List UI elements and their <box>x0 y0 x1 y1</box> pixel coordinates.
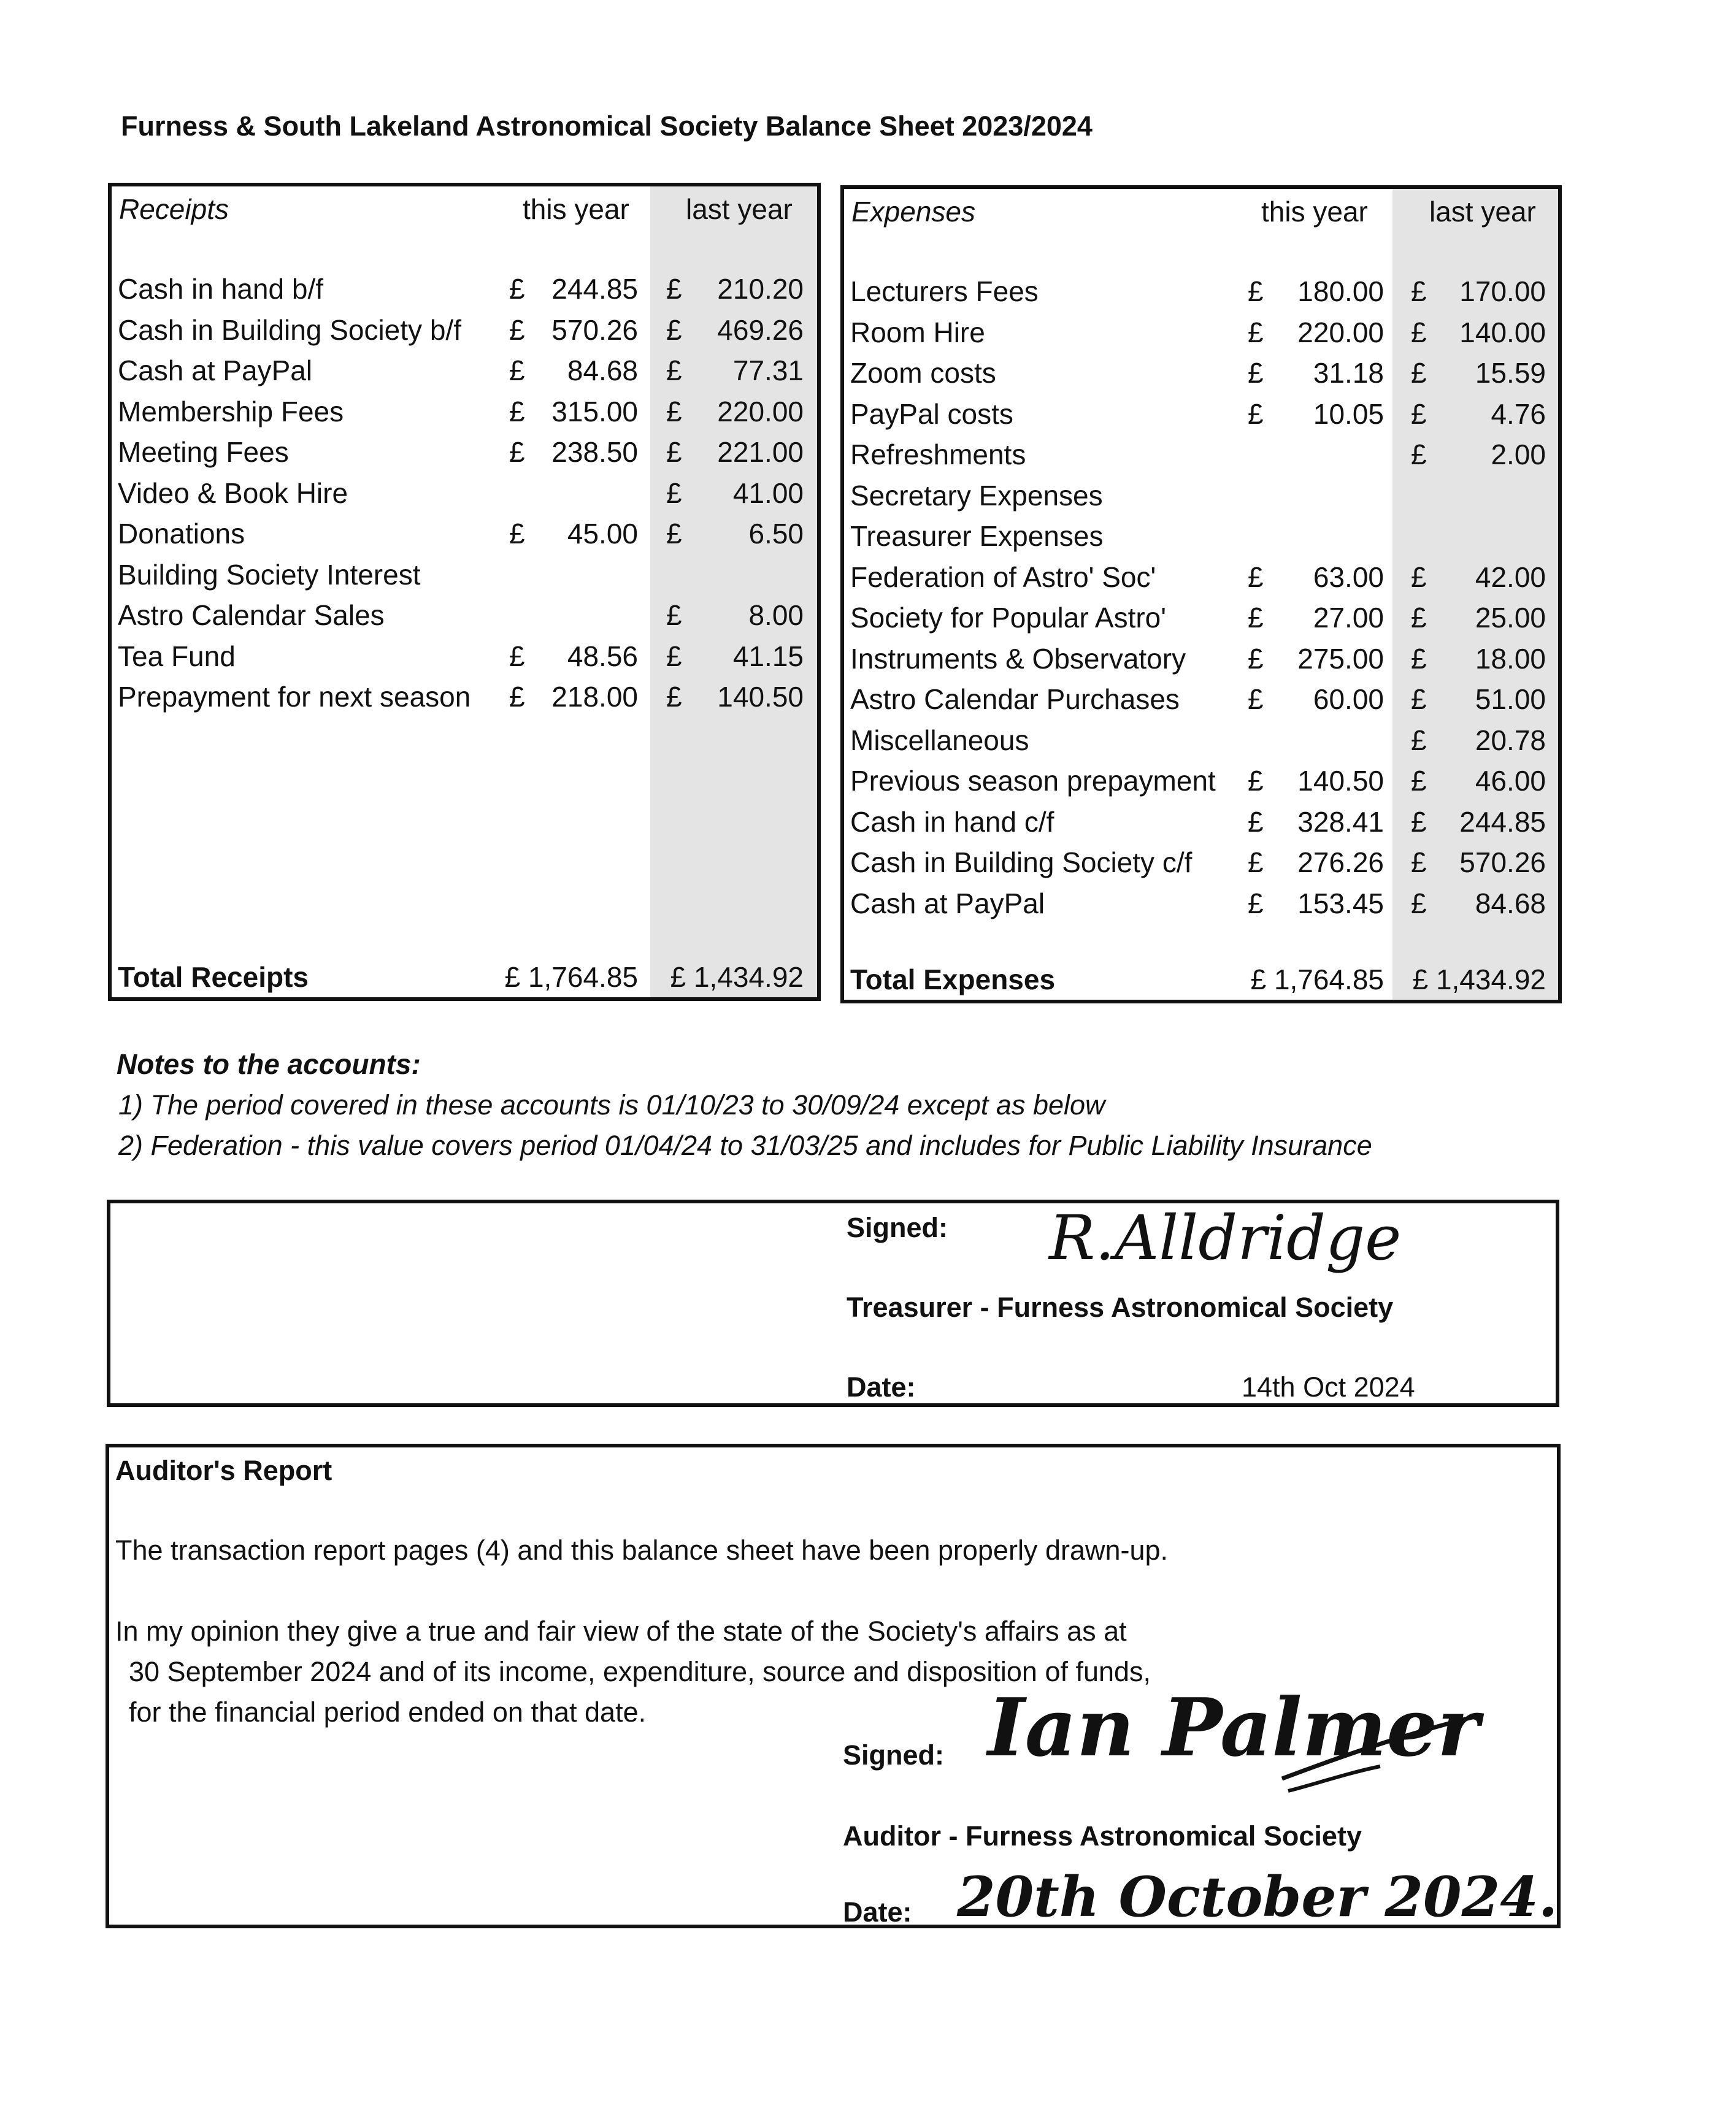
receipts-row-this-year: 45.00 <box>567 518 638 550</box>
note-1: 1) The period covered in these accounts is 01/10/23 to 30/09/24 except as below <box>118 1089 1105 1121</box>
currency-symbol: £ <box>509 518 525 550</box>
auditor-heading: Auditor's Report <box>115 1455 332 1486</box>
auditor-paragraph-2-line-1: In my opinion they give a true and fair view of the state of the Society's affairs as at <box>115 1615 1127 1647</box>
expenses-heading: Expenses <box>851 196 976 228</box>
receipts-row-label: Membership Fees <box>118 395 344 427</box>
receipts-row-this-year: 315.00 <box>551 395 638 427</box>
currency-symbol: £ <box>1411 887 1427 919</box>
currency-symbol: £ <box>509 681 525 713</box>
auditor-date-label: Date: <box>843 1896 912 1928</box>
receipts-col-this-year: this year <box>523 193 629 225</box>
currency-symbol: £ <box>666 518 682 550</box>
treasurer-signed-label: Signed: <box>847 1212 948 1243</box>
currency-symbol: £ <box>1411 805 1427 838</box>
expenses-row-label: PayPal costs <box>850 397 1013 430</box>
receipts-row-last-year: 8.00 <box>748 599 804 631</box>
receipts-row-last-year: 41.15 <box>732 640 804 672</box>
expenses-row-label: Federation of Astro' Soc' <box>850 561 1156 593</box>
currency-symbol: £ <box>666 477 682 509</box>
currency-symbol: £ <box>509 395 525 427</box>
treasurer-date-label: Date: <box>847 1371 916 1403</box>
currency-symbol: £ <box>1411 275 1427 307</box>
currency-symbol: £ <box>1248 887 1264 919</box>
receipts-row-label: Prepayment for next season <box>118 681 471 713</box>
expenses-row-last-year: 84.68 <box>1475 887 1546 919</box>
expenses-row-this-year: 328.41 <box>1297 805 1384 838</box>
receipts-total-this-year: £ 1,764.85 <box>504 961 638 993</box>
currency-symbol: £ <box>1411 439 1427 470</box>
currency-symbol: £ <box>1248 397 1264 430</box>
currency-symbol: £ <box>666 354 682 386</box>
expenses-row-label: Previous season prepayment <box>850 765 1216 797</box>
expenses-col-this-year: this year <box>1261 196 1368 228</box>
currency-symbol: £ <box>1248 846 1264 878</box>
expenses-row-label: Zoom costs <box>850 357 996 389</box>
expenses-row-this-year: 275.00 <box>1297 642 1384 675</box>
expenses-row-this-year: 60.00 <box>1313 683 1384 715</box>
expenses-row-label: Cash in hand c/f <box>850 805 1054 838</box>
currency-symbol: £ <box>1411 316 1427 348</box>
expenses-row-last-year: 570.26 <box>1459 846 1546 878</box>
expenses-row-this-year: 220.00 <box>1297 316 1384 348</box>
expenses-row-last-year: 140.00 <box>1459 316 1546 348</box>
expenses-total-label: Total Expenses <box>850 964 1056 995</box>
receipts-row-label: Cash in Building Society b/f <box>118 313 461 346</box>
currency-symbol: £ <box>1248 683 1264 715</box>
receipts-row-label: Cash in hand b/f <box>118 273 324 305</box>
expenses-row-label: Miscellaneous <box>850 724 1029 756</box>
receipts-row-this-year: 218.00 <box>551 681 638 713</box>
expenses-row-last-year: 4.76 <box>1491 397 1546 430</box>
expenses-row-this-year: 31.18 <box>1313 357 1384 389</box>
auditor-paragraph-1: The transaction report pages (4) and this balance sheet have been properly drawn-up. <box>115 1535 1169 1566</box>
receipts-row-this-year: 244.85 <box>551 273 638 305</box>
notes-heading: Notes to the accounts: <box>117 1048 421 1080</box>
receipts-row-label: Video & Book Hire <box>118 477 348 509</box>
receipts-row-last-year: 41.00 <box>732 477 804 509</box>
treasurer-date: 14th Oct 2024 <box>1242 1371 1415 1403</box>
expenses-total-this-year: £ 1,764.85 <box>1250 964 1384 995</box>
receipts-heading: Receipts <box>119 193 229 225</box>
expenses-row-label: Cash in Building Society c/f <box>850 846 1193 878</box>
expenses-row-label: Instruments & Observatory <box>850 642 1186 675</box>
auditor-paragraph-2-line-2: 30 September 2024 and of its income, expenditure, source and disposition of funds, <box>129 1656 1151 1687</box>
treasurer-role: Treasurer - Furness Astronomical Society <box>847 1292 1394 1323</box>
currency-symbol: £ <box>666 436 682 468</box>
currency-symbol: £ <box>509 273 525 305</box>
expenses-row-last-year: 42.00 <box>1475 561 1546 593</box>
expenses-row-label: Secretary Expenses <box>850 479 1103 512</box>
currency-symbol: £ <box>1411 765 1427 797</box>
currency-symbol: £ <box>1411 602 1427 634</box>
receipts-row-label: Astro Calendar Sales <box>118 599 385 631</box>
expenses-row-this-year: 153.45 <box>1297 887 1384 919</box>
auditor-signature: Ian Palmer <box>988 1681 1480 1774</box>
expenses-row-label: Astro Calendar Purchases <box>850 683 1180 715</box>
receipts-row-last-year: 469.26 <box>717 313 804 346</box>
receipts-last-year-column <box>650 186 817 997</box>
currency-symbol: £ <box>1248 316 1264 348</box>
receipts-row-label: Cash at PayPal <box>118 354 313 386</box>
expenses-row-last-year: 20.78 <box>1475 724 1546 756</box>
currency-symbol: £ <box>1248 561 1264 593</box>
receipts-row-last-year: 6.50 <box>748 518 804 550</box>
currency-symbol: £ <box>1411 724 1427 756</box>
receipts-row-last-year: 210.20 <box>717 273 804 305</box>
auditor-role: Auditor - Furness Astronomical Society <box>843 1820 1362 1852</box>
expenses-row-last-year: 15.59 <box>1475 357 1546 389</box>
expenses-row-label: Room Hire <box>850 316 985 348</box>
expenses-row-label: Society for Popular Astro' <box>850 602 1167 634</box>
expenses-row-last-year: 51.00 <box>1475 683 1546 715</box>
auditor-paragraph-2-line-3: for the financial period ended on that date. <box>129 1696 647 1728</box>
expenses-row-this-year: 140.50 <box>1297 765 1384 797</box>
receipts-total-label: Total Receipts <box>118 961 309 993</box>
receipts-row-this-year: 48.56 <box>567 640 638 672</box>
currency-symbol: £ <box>1411 642 1427 675</box>
expenses-total-last-year: £ 1,434.92 <box>1412 964 1546 995</box>
receipts-row-last-year: 221.00 <box>717 436 804 468</box>
receipts-row-this-year: 570.26 <box>551 313 638 346</box>
expenses-row-last-year: 18.00 <box>1475 642 1546 675</box>
receipts-row-last-year: 220.00 <box>717 395 804 427</box>
expenses-row-this-year: 276.26 <box>1297 846 1384 878</box>
expenses-row-last-year: 46.00 <box>1475 765 1546 797</box>
expenses-col-last-year: last year <box>1429 196 1536 228</box>
expenses-row-label: Cash at PayPal <box>850 887 1045 919</box>
currency-symbol: £ <box>1248 275 1264 307</box>
note-2: 2) Federation - this value covers period 01/04/24 to 31/03/25 and includes for Public Liability Insurance <box>118 1130 1372 1161</box>
auditor-signature-flourish <box>1276 1711 1478 1797</box>
currency-symbol: £ <box>1411 683 1427 715</box>
auditor-date: 20th October 2024. <box>957 1864 1558 1930</box>
expenses-row-label: Treasurer Expenses <box>850 520 1104 552</box>
receipts-total-last-year: £ 1,434.92 <box>670 961 804 993</box>
receipts-row-label: Tea Fund <box>118 640 236 672</box>
receipts-row-this-year: 84.68 <box>567 354 638 386</box>
expenses-row-this-year: 180.00 <box>1297 275 1384 307</box>
currency-symbol: £ <box>509 436 525 468</box>
auditor-signed-label: Signed: <box>843 1739 944 1771</box>
currency-symbol: £ <box>1411 397 1427 430</box>
receipts-row-label: Meeting Fees <box>118 436 289 468</box>
currency-symbol: £ <box>666 681 682 713</box>
receipts-row-last-year: 140.50 <box>717 681 804 713</box>
currency-symbol: £ <box>1248 602 1264 634</box>
expenses-row-this-year: 10.05 <box>1313 397 1384 430</box>
receipts-col-last-year: last year <box>686 193 793 225</box>
currency-symbol: £ <box>509 640 525 672</box>
currency-symbol: £ <box>666 395 682 427</box>
treasurer-signature: R.Alldridge <box>1049 1202 1402 1274</box>
expenses-row-label: Refreshments <box>850 439 1026 470</box>
currency-symbol: £ <box>1411 357 1427 389</box>
receipts-row-label: Donations <box>118 518 245 550</box>
currency-symbol: £ <box>1248 765 1264 797</box>
currency-symbol: £ <box>666 640 682 672</box>
expenses-row-last-year: 25.00 <box>1475 602 1546 634</box>
receipts-row-this-year: 238.50 <box>551 436 638 468</box>
currency-symbol: £ <box>1248 642 1264 675</box>
receipts-row-last-year: 77.31 <box>732 354 804 386</box>
expenses-row-this-year: 27.00 <box>1313 602 1384 634</box>
currency-symbol: £ <box>1248 805 1264 838</box>
expenses-row-this-year: 63.00 <box>1313 561 1384 593</box>
currency-symbol: £ <box>509 313 525 346</box>
currency-symbol: £ <box>666 273 682 305</box>
currency-symbol: £ <box>1411 561 1427 593</box>
receipts-row-label: Building Society Interest <box>118 558 421 591</box>
expenses-row-label: Lecturers Fees <box>850 275 1039 307</box>
currency-symbol: £ <box>509 354 525 386</box>
expenses-row-last-year: 244.85 <box>1459 805 1546 838</box>
page-title: Furness & South Lakeland Astronomical Society Balance Sheet 2023/2024 <box>121 110 1093 142</box>
currency-symbol: £ <box>666 599 682 631</box>
currency-symbol: £ <box>1248 357 1264 389</box>
expenses-row-last-year: 170.00 <box>1459 275 1546 307</box>
currency-symbol: £ <box>666 313 682 346</box>
expenses-row-last-year: 2.00 <box>1491 439 1546 470</box>
currency-symbol: £ <box>1411 846 1427 878</box>
